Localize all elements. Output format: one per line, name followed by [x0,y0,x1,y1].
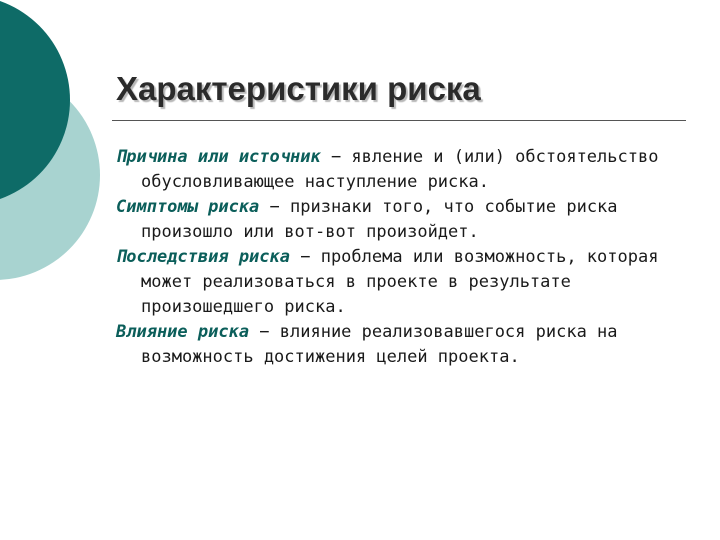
definition-symptoms: − признаки того, что событие риска произошло или вот-вот произойдет. [141,197,618,242]
term-consequences: Последствия риска [116,247,290,267]
list-item-cause [116,145,691,195]
title-divider [112,120,686,121]
definition-cause: − явление и (или) обстоятельство обусловливающее наступление риска. [141,147,659,192]
definition-impact: − влияние реализовавшегося риска на возможность достижения целей проекта. [141,322,618,367]
slide-body [116,145,691,370]
term-impact: Влияние риска [116,322,250,342]
list-item-consequences [116,245,691,320]
term-cause: Причина или источник [116,147,321,167]
list-item-impact [116,320,691,370]
term-symptoms: Симптомы риска [116,197,260,217]
definition-consequences: − проблема или возможность, которая может реализоваться в проекте в результате произошедшего риска. [141,247,659,317]
decorative-circles [0,0,130,300]
slide-title: Характеристики риска [116,70,481,107]
list-item-symptoms [116,195,691,245]
